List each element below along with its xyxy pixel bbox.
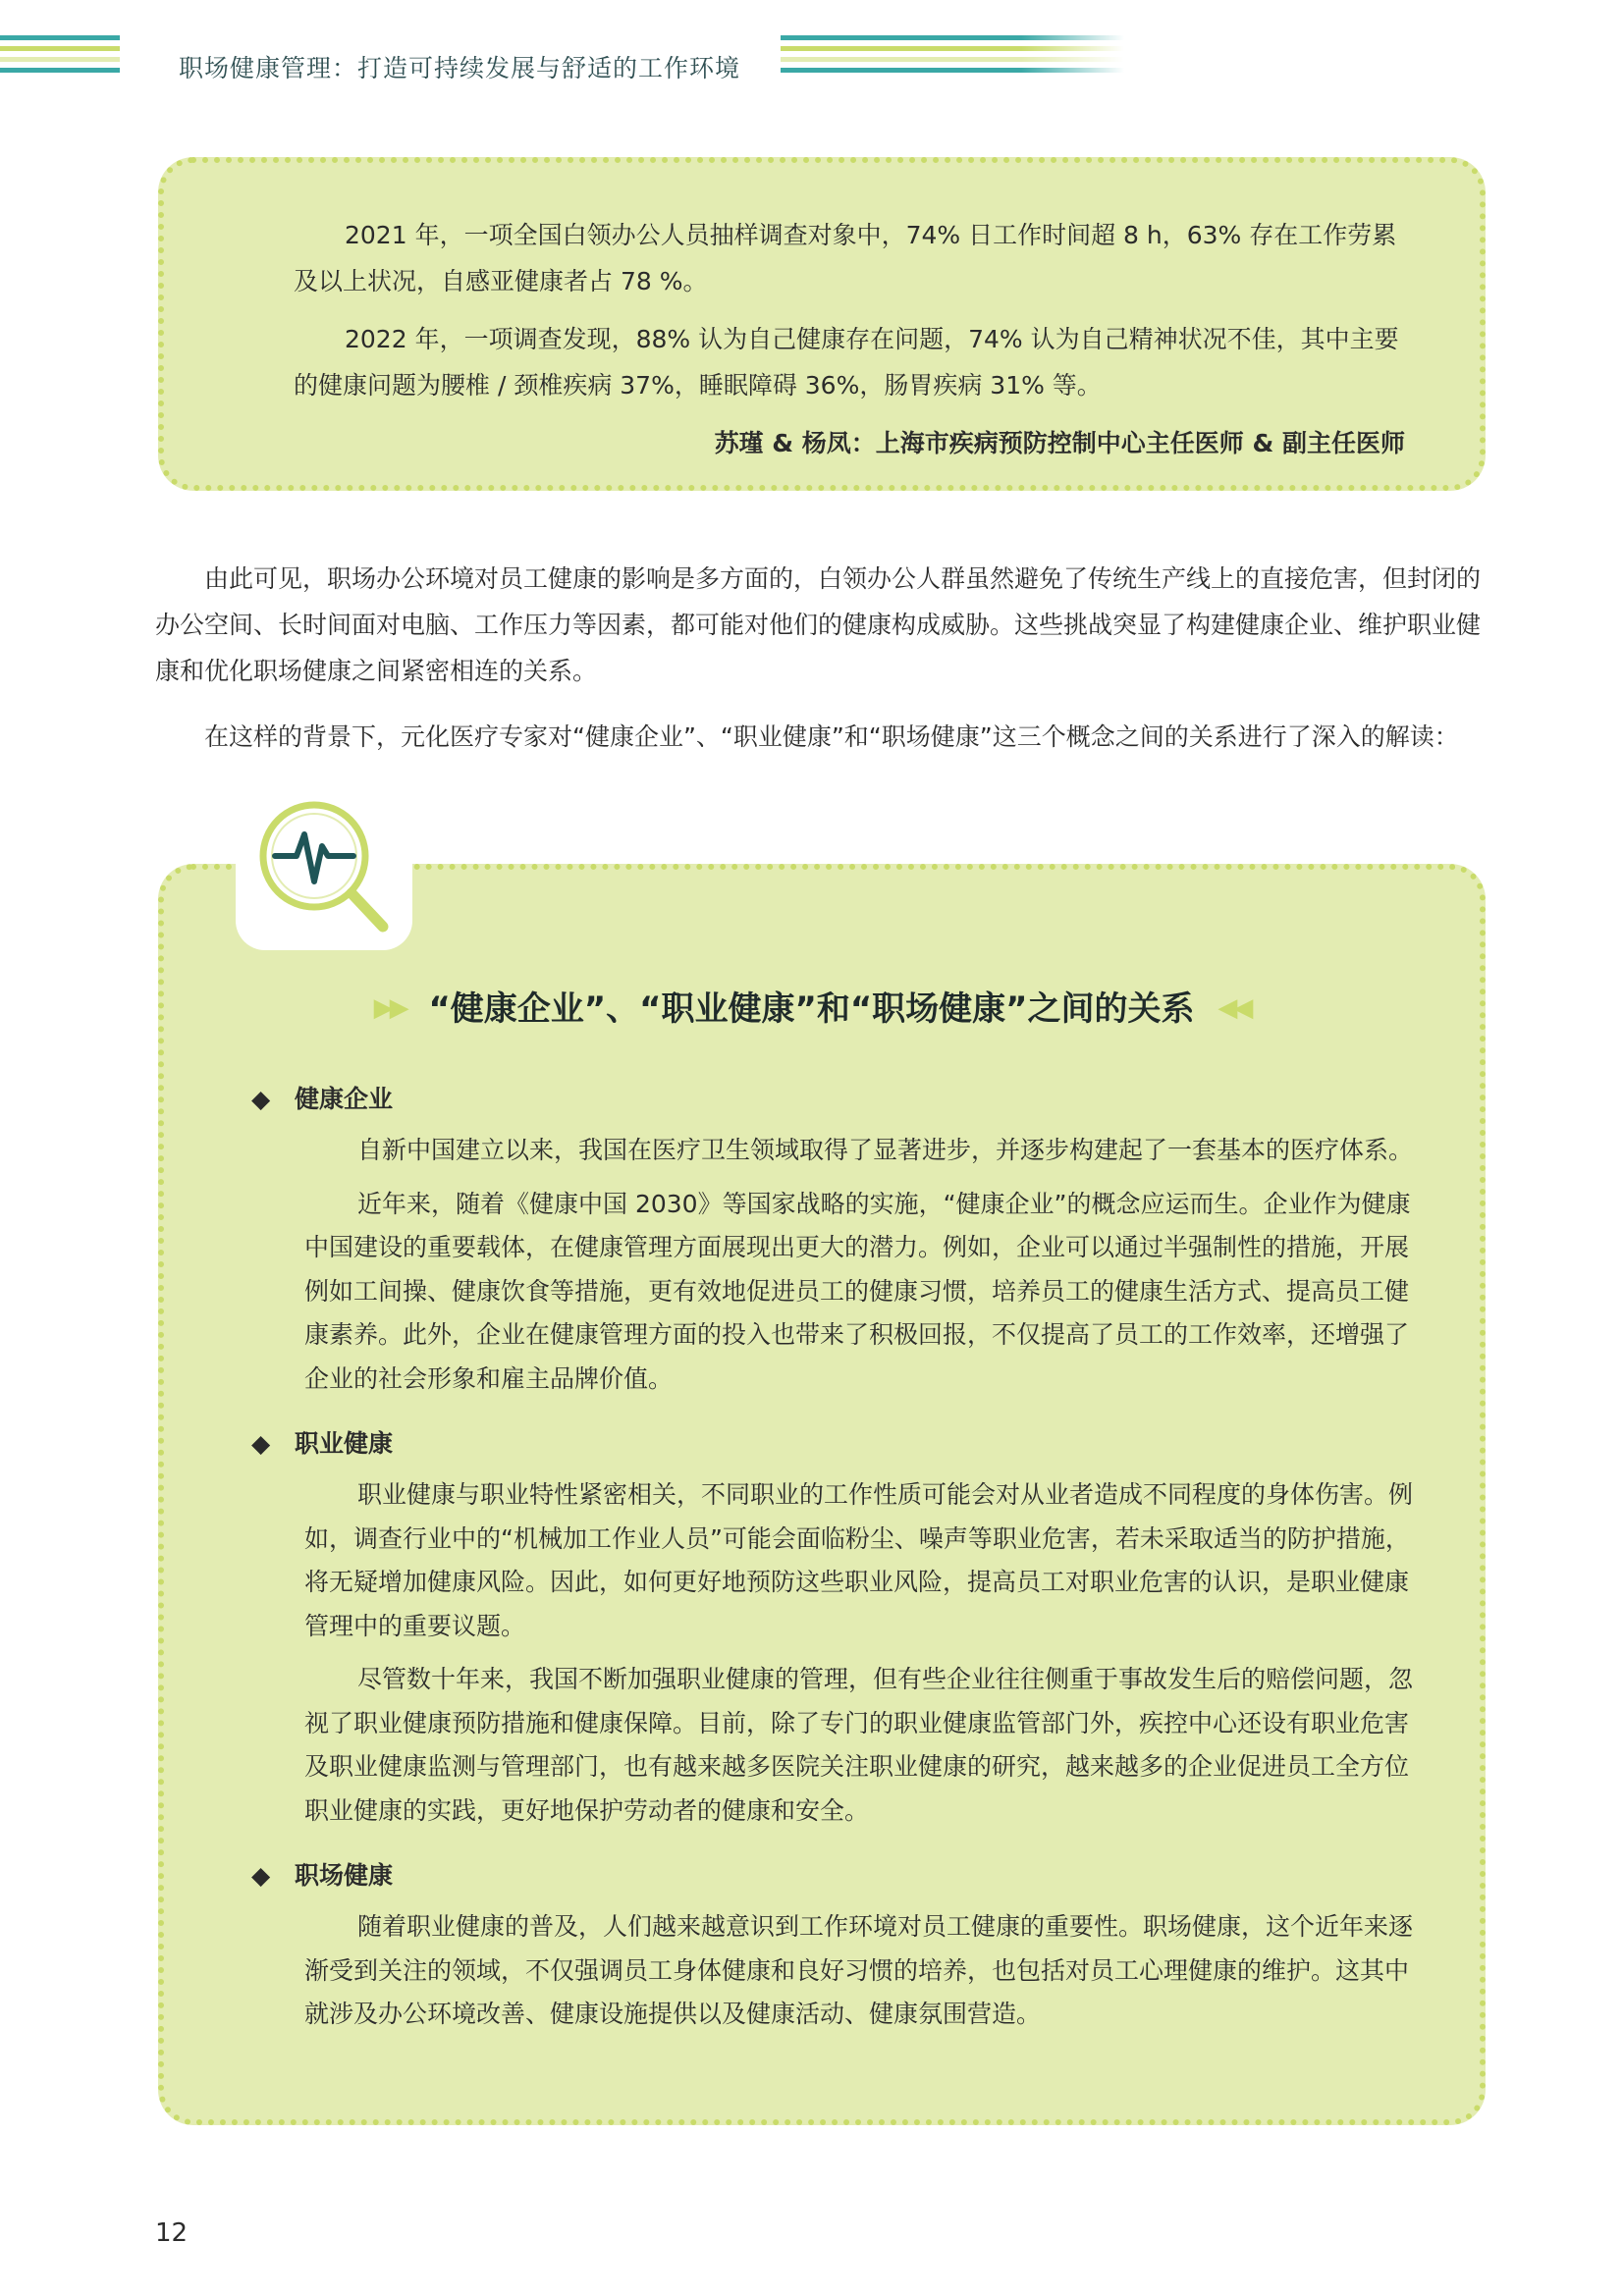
diamond-bullet-icon: ◆: [251, 1429, 271, 1458]
item-paragraph: 随着职业健康的普及，人们越来越意识到工作环境对员工健康的重要性。职场健康，这个近年来逐渐受到关注的领域，不仅强调员工身体健康和良好习惯的培养，也包括对员工心理健康的维护。这其中就涉及办公环境改善、健康设施提供以及健康活动、健康氛围营造。: [304, 1912, 1414, 2028]
diamond-bullet-icon: ◆: [251, 1861, 271, 1890]
section-items: [251, 1080, 1420, 2047]
body-paragraph: 由此可见，职场办公环境对员工健康的影响是多方面的，白领办公人群虽然避免了传统生产线上的直接危害，但封闭的办公空间、长时间面对电脑、工作压力等因素，都可能对他们的健康构成威胁。这些挑战突显了构建健康企业、维护职业健康和优化职场健康之间紧密相连的关系。: [155, 564, 1482, 685]
diamond-bullet-icon: ◆: [251, 1085, 271, 1113]
item-heading-text: 职业健康: [295, 1429, 394, 1458]
header-stripes-right: [781, 35, 1124, 79]
section-title-text: “健康企业”、“职业健康”和“职场健康”之间的关系: [428, 989, 1195, 1029]
page-number: 12: [155, 2218, 189, 2248]
item-paragraph: 职业健康与职业特性紧密相关，不同职业的工作性质可能会对从业者造成不同程度的身体伤害。例如，调查行业中的“机械加工作业人员”可能会面临粉尘、噪声等职业危害，若未采取适当的防护措施，将无疑增加健康风险。因此，如何更好地预防这些职业风险，提高员工对职业危害的认识，是职业健康管理中的重要议题。: [304, 1480, 1414, 1640]
item-heading: [251, 1856, 1420, 1896]
item-paragraph: 近年来，随着《健康中国 2030》等国家战略的实施，“健康企业”的概念应运而生。企业作为健康中国建设的重要载体，在健康管理方面展现出更大的潜力。例如，企业可以通过半强制性的措施，开展例如工间操、健康饮食等措施，更有效地促进员工的健康习惯，培养员工的健康生活方式、提高员工健康素养。此外，企业在健康管理方面的投入也带来了积极回报，不仅提高了员工的工作效率，还增强了企业的社会形象和雇主品牌价值。: [304, 1189, 1411, 1393]
item-heading-text: 健康企业: [295, 1085, 394, 1113]
running-header-title: 职场健康管理：打造可持续发展与舒适的工作环境: [179, 54, 741, 82]
quote-paragraph: 2021 年，一项全国白领办公人员抽样调查对象中，74% 日工作时间超 8 h，63% 存在工作劳累及以上状况，自感亚健康者占 78 %。: [294, 221, 1397, 295]
header-stripes-left: [0, 35, 120, 79]
quote-attribution: 苏瑾 & 杨凤：上海市疾病预防控制中心主任医师 & 副主任医师: [714, 429, 1405, 457]
quote-paragraph: 2022 年，一项调查发现，88% 认为自己健康存在问题，74% 认为自己精神状况不佳，其中主要的健康问题为腰椎 / 颈椎疾病 37%，睡眠障碍 36%，肠胃疾病 31% 等。: [294, 325, 1399, 400]
item-heading-text: 职场健康: [295, 1861, 394, 1890]
item-heading: [251, 1424, 1420, 1464]
arrow-right-icon: ▶▶: [373, 993, 406, 1023]
body-text: [155, 556, 1485, 779]
body-paragraph: 在这样的背景下，元化医疗专家对“健康企业”、“职业健康”和“职场健康”这三个概念之间的关系进行了深入的解读：: [204, 722, 1459, 751]
item-paragraph: 尽管数十年来，我国不断加强职业健康的管理，但有些企业往往侧重于事故发生后的赔偿问题，忽视了职业健康预防措施和健康保障。目前，除了专门的职业健康监管部门外，疾控中心还设有职业危害及职业健康监测与管理部门，也有越来越多医院关注职业健康的研究，越来越多的企业促进员工全方位职业健康的实践，更好地保护劳动者的健康和安全。: [304, 1665, 1414, 1825]
magnifier-heartbeat-icon: [253, 797, 401, 944]
arrow-left-icon: ◀◀: [1217, 993, 1250, 1023]
quote-box: [158, 157, 1486, 491]
section-title: [0, 982, 1623, 1030]
item-heading: [251, 1080, 1420, 1119]
item-paragraph: 自新中国建立以来，我国在医疗卫生领域取得了显著进步，并逐步构建起了一套基本的医疗体系。: [357, 1136, 1414, 1164]
